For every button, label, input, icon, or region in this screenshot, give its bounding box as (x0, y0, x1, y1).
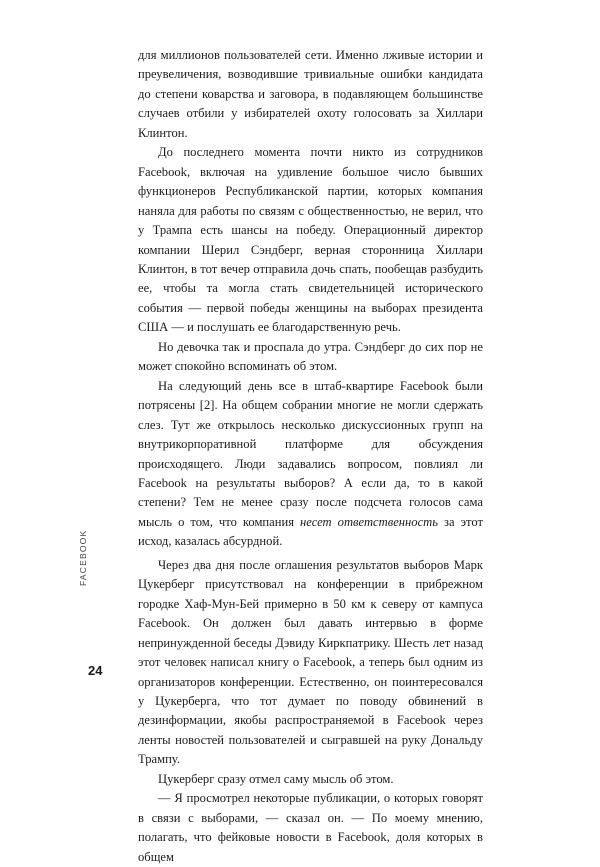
paragraph-4-text-end: за этот исход, казалась абсурдной. (138, 514, 483, 549)
paragraph-4 (138, 377, 483, 552)
paragraph-3: Но девочка так и проспала до утра. Сэндберг до сих пор не может спокойно вспоминать об этом. (138, 339, 483, 374)
paragraph-2: До последнего момента почти никто из сотрудников Facebook, включая на удивление большое число бывших функционеров Республиканской партии, которых компания наняла для работы по связям с общественностью, не верил, что у Трампа есть шансы на победу. Операционный директор компании Шерил Сэндберг, верная сторонница Хиллари Клинтон, в тот вечер отправила дочь спать, пообещав разбудить ее, чтобы та могла стать свидетельницей исторического события — первой победы женщины на выборах президента США — и послушать ее благодарственную речь. (138, 145, 483, 335)
body-text (138, 46, 483, 867)
page-number: 24 (88, 663, 103, 678)
paragraph-4-text-start: На следующий день все в штаб-квартире Facebook были потрясены [2]. На общем собрании многие не могли сдержать слез. Тут же открылось несколько дискуссионных групп на внутрикорпоративной платформе для обсуждения происходящего. Люди задавались вопросом, повлиял ли Facebook на результаты выборов? А если да, то в какой степени? Тем не менее сразу после подсчета голосов сама мысль о том, что компания (138, 378, 483, 529)
paragraph-5: Через два дня после оглашения результатов выборов Марк Цукерберг присутствовал на конференции в прибрежном городке Хаф-Мун-Бей примерно в 50 км к северу от кампуса Facebook. Он должен был давать интервью в форме непринужденной беседы Дэвиду Киркпатрику. Шесть лет назад этот человек написал книгу о Facebook, а теперь был одним из организаторов конференции. Естественно, он поинтересовался у Цукерберга, что тот думает по поводу обвинений в дезинформации, якобы распространяемой в Facebook через ленты новостей пользователей и сыгравшей на руку Дональду Трампу. (138, 557, 483, 767)
running-head: FACEBOOK (78, 529, 88, 586)
paragraph-7: — Я просмотрел некоторые публикации, о которых говорят в связи с выборами, — сказал он. — По моему мнению, полагать, что фейковые новости в Facebook, доля которых в общем (138, 791, 483, 864)
paragraph-6: Цукерберг сразу отмел саму мысль об этом. (158, 771, 394, 786)
paragraph-4-emphasis: несет ответственность (300, 514, 438, 529)
paragraph-1: для миллионов пользователей сети. Именно лживые истории и преувеличения, возводившие тривиальные ошибки кандидата до степени коварства и заговора, в подавляющем большинстве случаев отбили у избирателей охоту голосовать за Хиллари Клинтон. (138, 48, 483, 140)
